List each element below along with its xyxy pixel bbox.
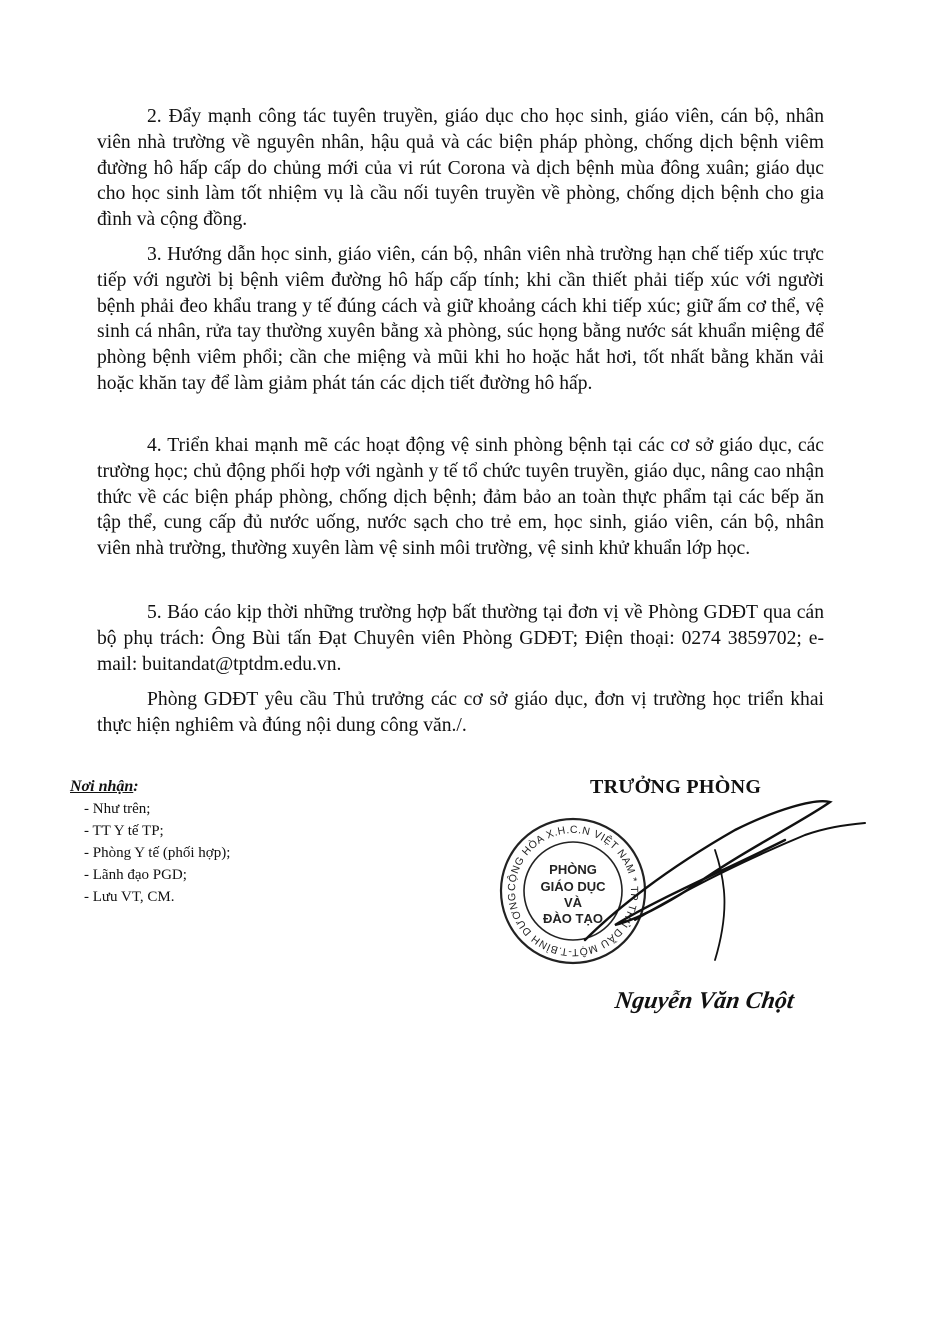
paragraph-5: 5. Báo cáo kịp thời những trường hợp bất thường tại đơn vị về Phòng GDĐT qua cán bộ phụ trách: Ông Bùi tấn Đạt Chuyên viên Phòng GDĐT; Điện thoại: 0274 3859702; e-mail: buitandat@tptdm.edu.vn. [97, 602, 824, 675]
recipients-heading [70, 776, 370, 798]
signer-title: TRƯỞNG PHÒNG [590, 776, 762, 798]
recipient-item: - TT Y tế TP; [84, 823, 164, 839]
paragraph-4: 4. Triển khai mạnh mẽ các hoạt động vệ sinh phòng bệnh tại các cơ sở giáo dục, các trường học; chủ động phối hợp với ngành y tế tổ chức tuyên truyền, giáo dục, nâng cao nhận thức về các biện pháp phòng, chống dịch bệnh; đảm bảo an toàn thực phẩm tại các bếp ăn tập thể, cung cấp đủ nước uống, nước sạch cho trẻ em, học sinh, giáo viên, cán bộ, nhân viên nhà trường, thường xuyên làm vệ sinh môi trường, vệ sinh khử khuẩn lớp học. [97, 435, 824, 560]
recipients-heading-text: Nơi nhận [70, 778, 134, 795]
recipient-item: - Như trên; [84, 801, 151, 817]
seal-ring-text: CỘNG HÒA X.H.C.N VIỆT NAM * TP THỦ DẦU MỘT-T.BÌNH DƯƠNG [505, 823, 641, 959]
paragraph-2: 2. Đẩy mạnh công tác tuyên truyền, giáo dục cho học sinh, giáo viên, cán bộ, nhân viên nhà trường về nguyên nhân, hậu quả và các biện pháp phòng, chống dịch bệnh viêm đường hô hấp cấp do chủng mới của vi rút Corona và dịch bệnh mùa đông xuân; giáo dục cho học sinh làm tốt nhiệm vụ là cầu nối tuyên truyền về phòng, chống dịch bệnh cho gia đình và cộng đồng. [97, 106, 824, 231]
seal-line-1: PHÒNG [549, 862, 597, 877]
recipients-heading-suffix: : [133, 778, 139, 795]
seal-line-4: ĐÀO TẠO [543, 911, 603, 926]
seal-line-3: VÀ [563, 895, 583, 910]
recipients-block [70, 776, 370, 908]
recipient-item: - Lãnh đạo PGD; [84, 867, 187, 883]
signer-name: Nguyễn Văn Chột [613, 988, 796, 1014]
paragraph-3: 3. Hướng dẫn học sinh, giáo viên, cán bộ, nhân viên nhà trường hạn chế tiếp xúc trực tiếp với người bị bệnh viêm đường hô hấp cấp tính; khi cần thiết phải tiếp xúc với người bệnh phải đeo khẩu trang y tế đúng cách và giữ khoảng cách khi tiếp xúc; giữ ấm cơ thể, vệ sinh cá nhân, rửa tay thường xuyên bằng xà phòng, súc họng bằng nước sát khuẩn miệng để phòng bệnh viêm phổi; cần che miệng và mũi khi ho hoặc hắt hơi, tốt nhất bằng khăn vải hoặc khăn tay để làm giảm phát tán các dịch tiết đường hô hấp. [97, 244, 824, 394]
recipients-list [70, 798, 370, 908]
seal-line-2: GIÁO DỤC [540, 879, 606, 894]
recipient-item: - Phòng Y tế (phối hợp); [84, 845, 231, 861]
closing-paragraph: Phòng GDĐT yêu cầu Thủ trưởng các cơ sở giáo dục, đơn vị trường học triển khai thực hiện nghiêm và đúng nội dung công văn./. [97, 689, 824, 736]
recipient-item: - Lưu VT, CM. [84, 889, 175, 905]
handwritten-signature [575, 790, 875, 990]
